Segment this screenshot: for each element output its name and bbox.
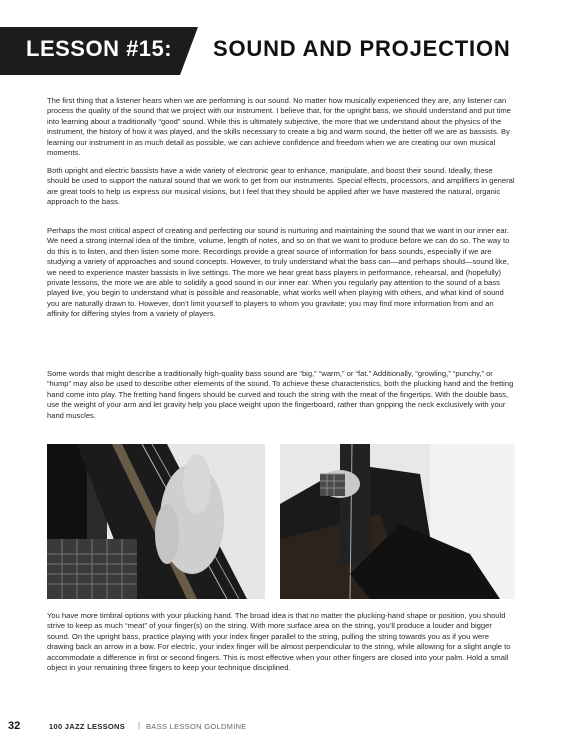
footer-series: BASS LESSON GOLDMINE (146, 722, 247, 731)
photo-plucking-hand-illustration (280, 444, 515, 599)
paragraph-5: You have more timbral options with your plucking hand. The broad idea is that no matter the plucking-hand shape or position, you should strive to keep as much “meat” of your finger(s) on the string. With more surface area on the string, you’ll produce a louder and bigger sound. On the upright bass, practice playing with your index finger parallel to the string, pulling the string towards you as if you were drawing back an arrow in a bow. For electric, your index finger will be almost perpendicular to the string, while allowing for a slight angle to accommodate a difference in first or second fingers. This is most effective when your other fingers are closed into your palm. Hold a small object in your remaining three fingers to keep your technique disciplined. (47, 611, 511, 673)
paragraph-1: The first thing that a listener hears when we are performing is our sound. No matter how musically experienced they are, any listener can process the quality of the sound that we project with our instrument. I believe that, for the upright bass, we should understand and put time into learning about a traditionally “good” sound. While this is ultimately subjective, the more that we understand about the physics of the instrument, the history of how it was played, and the skills necessary to create a big and warm sound, the better off we are as bassists. By learning our instrument in as much detail as possible, we can achieve confidence and freedom when we are creating our own musical moments. (47, 96, 511, 158)
paragraph-3: Perhaps the most critical aspect of creating and perfecting our sound is nurturing and maintaining the sound that we want in our inner ear. We need a strong internal idea of the timbre, volume, length of notes, and so on that we want to produce before we can do so. The way to do this is to listen, and then listen some more. Recordings provide a great source of information for bass sounds, especially if we are studying a variety of approaches and sound concepts. However, to truly understand what the bass can—and perhaps should—sound like, we need to experience master bassists in live settings. The more we hear great bass players in performance, rehearsal, and (hopefully) private lessons, the more we are able to solidify a good sound in our inner ear. When you regularly pay attention to the sound of a bass played live, you begin to understand what is possible and reasonable, what works well when playing with others, and what kind of sound you are naturally drawn to. However, don’t limit yourself to players to whom you gravitate; you may find more information from and an affinity for differing styles from a variety of players. (47, 226, 510, 319)
footer-book-title: 100 JAZZ LESSONS (49, 722, 126, 731)
paragraph-2: Both upright and electric bassists have a wide variety of electronic gear to enhance, manipulate, and boost their sound. Ideally, these should be used to support the natural sound that we work to get from our instruments. Special effects, processors, and amplifiers in general are great tools to help us express our musical visions, but I feel that they should be applied after we have mastered the natural, organic approach to the bass. (47, 166, 515, 207)
paragraph-4: Some words that might describe a traditionally high-quality bass sound are “big,” “warm,” or “fat.” Additionally, “growling,” “punchy,” or “hump” may also be used to describe other elements of the sound. To achieve these characteristics, both the plucking hand and the fretting hand come into play. The fretting hand fingers should be curved and touch the string with the meat of the fingertips. With the double bass, use the weight of your arm and let gravity help you place weight upon the fingerboard, rather than gripping the neck exclusively with your hand muscles. (47, 369, 514, 420)
lesson-title: SOUND AND PROJECTION (213, 36, 511, 61)
lesson-number: LESSON #15: (26, 36, 173, 61)
photo-fretting-hand-illustration (47, 444, 265, 599)
photo-plucking-hand (280, 444, 515, 599)
footer-separator: | (138, 721, 141, 730)
photo-fretting-hand (47, 444, 265, 599)
page-number: 32 (8, 720, 21, 732)
